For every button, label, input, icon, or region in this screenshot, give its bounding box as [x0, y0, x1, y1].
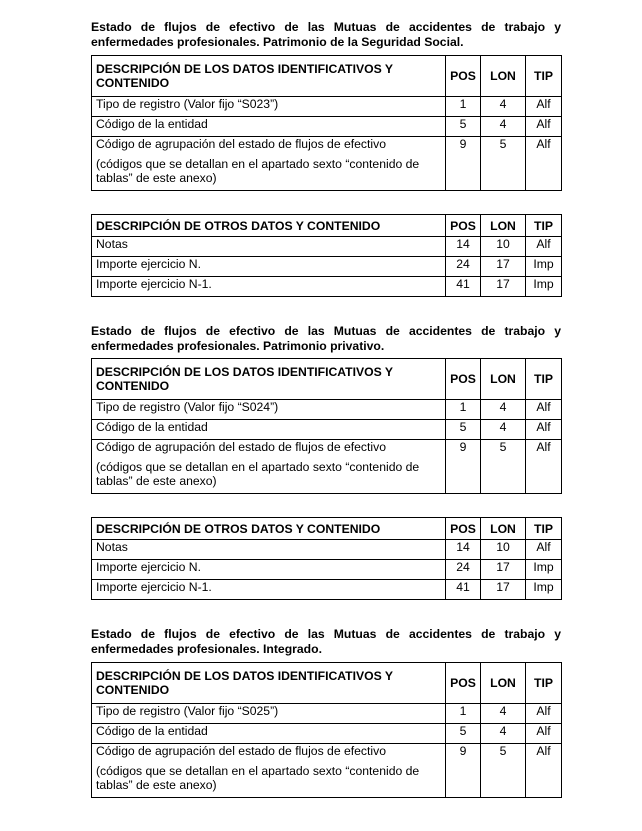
table-row [92, 277, 562, 297]
cell-lon: 5 [481, 440, 526, 494]
header-tip: TIP [526, 56, 562, 97]
cell-tip: Imp [526, 277, 562, 297]
header-description: DESCRIPCIÓN DE OTROS DATOS Y CONTENIDO [92, 215, 446, 237]
cell-description [92, 137, 446, 191]
cell-tip: Imp [526, 580, 562, 600]
cell-tip: Alf [526, 117, 562, 137]
table-row [92, 560, 562, 580]
other-data-table-s024 [91, 517, 562, 600]
header-pos: POS [446, 663, 481, 704]
description-note: (códigos que se detallan en el apartado sexto “contenido de tablas” de este anexo) [96, 157, 420, 185]
cell-lon: 17 [481, 580, 526, 600]
cell-pos: 9 [446, 137, 481, 191]
header-lon: LON [481, 518, 526, 540]
header-tip: TIP [526, 215, 562, 237]
table-row [92, 704, 562, 724]
table-header-row [92, 518, 562, 540]
header-tip: TIP [526, 663, 562, 704]
description-main: Código de agrupación del estado de flujos de efectivo [96, 440, 386, 454]
cell-pos: 9 [446, 744, 481, 798]
cell-description: Importe ejercicio N-1. [92, 277, 446, 297]
header-pos: POS [446, 518, 481, 540]
table-row [92, 97, 562, 117]
cell-lon: 4 [481, 117, 526, 137]
cell-tip: Alf [526, 744, 562, 798]
table-row [92, 724, 562, 744]
cell-lon: 4 [481, 724, 526, 744]
header-description: DESCRIPCIÓN DE LOS DATOS IDENTIFICATIVOS Y CONTENIDO [92, 359, 446, 400]
header-tip: TIP [526, 518, 562, 540]
identification-table-s023 [91, 55, 562, 191]
description-main: Código de agrupación del estado de flujos de efectivo [96, 744, 386, 758]
table-header-row [92, 56, 562, 97]
cell-tip: Alf [526, 137, 562, 191]
cell-description: Importe ejercicio N. [92, 560, 446, 580]
cell-tip: Alf [526, 420, 562, 440]
table-row [92, 237, 562, 257]
header-pos: POS [446, 56, 481, 97]
section-heading-seguridad-social: Estado de flujos de efectivo de las Mutuas de accidentes de trabajo y enfermedades profesionales. Patrimonio de la Seguridad Social. [91, 20, 561, 49]
table-header-row [92, 359, 562, 400]
header-lon: LON [481, 359, 526, 400]
table-header-row [92, 663, 562, 704]
cell-pos: 1 [446, 400, 481, 420]
description-note: (códigos que se detallan en el apartado sexto “contenido de tablas” de este anexo) [96, 460, 420, 488]
cell-tip: Alf [526, 237, 562, 257]
table-row [92, 744, 562, 798]
cell-description: Notas [92, 540, 446, 560]
header-pos: POS [446, 215, 481, 237]
header-pos: POS [446, 359, 481, 400]
header-lon: LON [481, 215, 526, 237]
cell-description: Notas [92, 237, 446, 257]
cell-pos: 5 [446, 420, 481, 440]
header-tip: TIP [526, 359, 562, 400]
cell-lon: 4 [481, 97, 526, 117]
cell-description: Tipo de registro (Valor fijo “S023”) [92, 97, 446, 117]
section-heading-integrado: Estado de flujos de efectivo de las Mutuas de accidentes de trabajo y enfermedades profesionales. Integrado. [91, 627, 561, 656]
header-lon: LON [481, 56, 526, 97]
cell-tip: Alf [526, 97, 562, 117]
header-description: DESCRIPCIÓN DE LOS DATOS IDENTIFICATIVOS Y CONTENIDO [92, 663, 446, 704]
cell-pos: 14 [446, 540, 481, 560]
other-data-table-s023 [91, 214, 562, 297]
cell-pos: 24 [446, 560, 481, 580]
table-row [92, 420, 562, 440]
table-row [92, 257, 562, 277]
cell-tip: Alf [526, 540, 562, 560]
description-main: Código de agrupación del estado de flujos de efectivo [96, 137, 386, 151]
table-row [92, 440, 562, 494]
cell-pos: 1 [446, 97, 481, 117]
cell-pos: 14 [446, 237, 481, 257]
cell-tip: Alf [526, 400, 562, 420]
cell-pos: 5 [446, 117, 481, 137]
cell-lon: 5 [481, 137, 526, 191]
cell-tip: Alf [526, 704, 562, 724]
section-heading-patrimonio-privativo: Estado de flujos de efectivo de las Mutuas de accidentes de trabajo y enfermedades profesionales. Patrimonio privativo. [91, 324, 561, 353]
cell-pos: 24 [446, 257, 481, 277]
cell-pos: 9 [446, 440, 481, 494]
table-row [92, 137, 562, 191]
cell-description: Código de la entidad [92, 724, 446, 744]
cell-pos: 41 [446, 277, 481, 297]
header-description: DESCRIPCIÓN DE OTROS DATOS Y CONTENIDO [92, 518, 446, 540]
cell-lon: 10 [481, 237, 526, 257]
cell-lon: 17 [481, 277, 526, 297]
cell-description: Importe ejercicio N. [92, 257, 446, 277]
cell-pos: 1 [446, 704, 481, 724]
cell-lon: 4 [481, 420, 526, 440]
table-row [92, 580, 562, 600]
cell-pos: 41 [446, 580, 481, 600]
identification-table-s025 [91, 662, 562, 798]
cell-description: Tipo de registro (Valor fijo “S025”) [92, 704, 446, 724]
table-header-row [92, 215, 562, 237]
header-description: DESCRIPCIÓN DE LOS DATOS IDENTIFICATIVOS Y CONTENIDO [92, 56, 446, 97]
header-lon: LON [481, 663, 526, 704]
table-row [92, 400, 562, 420]
cell-description: Código de la entidad [92, 117, 446, 137]
cell-lon: 10 [481, 540, 526, 560]
cell-lon: 17 [481, 257, 526, 277]
cell-description: Código de la entidad [92, 420, 446, 440]
cell-tip: Alf [526, 440, 562, 494]
cell-tip: Alf [526, 724, 562, 744]
cell-lon: 5 [481, 744, 526, 798]
cell-description: Importe ejercicio N-1. [92, 580, 446, 600]
cell-lon: 4 [481, 400, 526, 420]
cell-description: Tipo de registro (Valor fijo “S024”) [92, 400, 446, 420]
identification-table-s024 [91, 358, 562, 494]
cell-pos: 5 [446, 724, 481, 744]
table-row [92, 540, 562, 560]
cell-description [92, 744, 446, 798]
table-row [92, 117, 562, 137]
cell-tip: Imp [526, 257, 562, 277]
cell-lon: 4 [481, 704, 526, 724]
cell-tip: Imp [526, 560, 562, 580]
cell-description [92, 440, 446, 494]
cell-lon: 17 [481, 560, 526, 580]
description-note: (códigos que se detallan en el apartado sexto “contenido de tablas” de este anexo) [96, 764, 420, 792]
